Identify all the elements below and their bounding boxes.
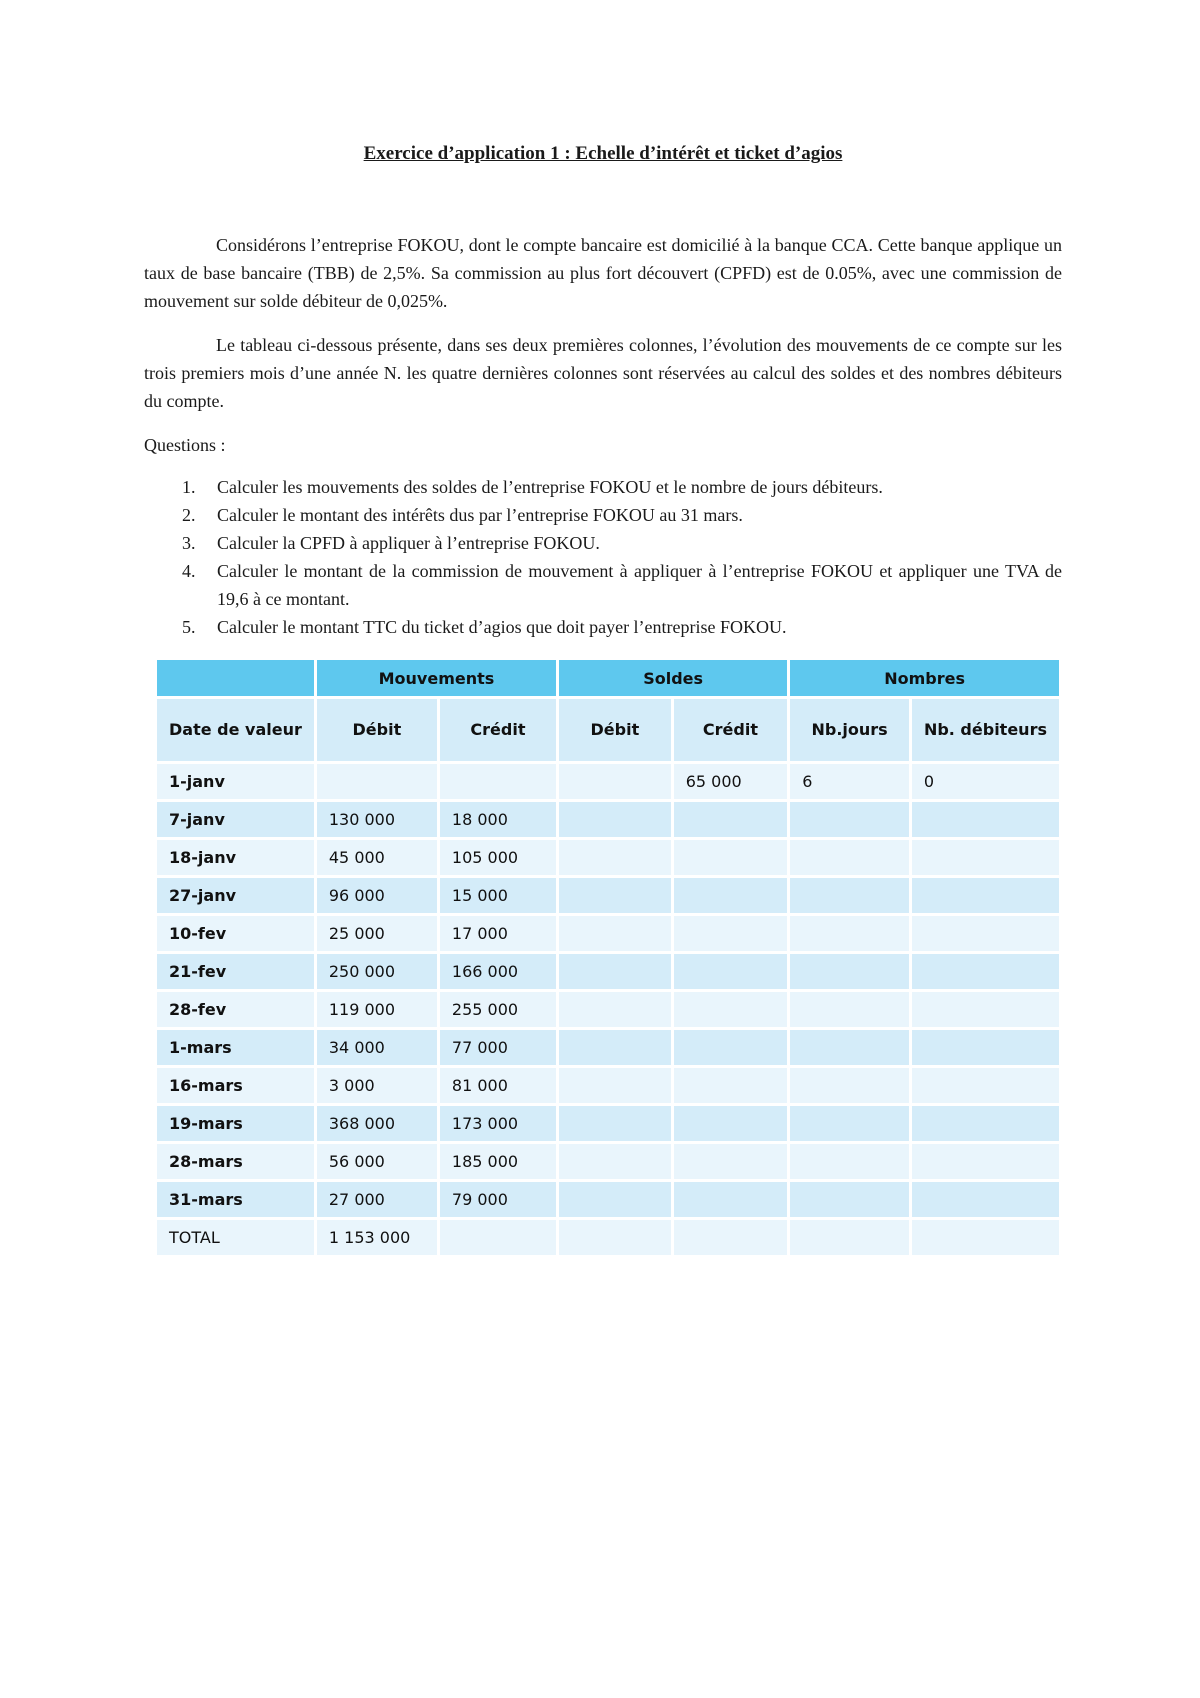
table-row	[156, 953, 1061, 991]
cell-date: 10-fev	[156, 915, 316, 953]
question-number: 2.	[182, 505, 196, 525]
cell-date: 27-janv	[156, 877, 316, 915]
cell-mouvements-debit: 96 000	[315, 877, 438, 915]
cell-nb-jours	[789, 801, 911, 839]
table-description-paragraph: Le tableau ci-dessous présente, dans ses deux premières colonnes, l’évolution des mouvements de ce compte sur les trois premiers mois d’une année N. les quatre dernières colonnes sont réservées au calcul des soldes et des nombres débiteurs du compte.	[144, 335, 1062, 411]
table-row	[156, 1029, 1061, 1067]
cell-mouvements-credit: 79 000	[438, 1181, 557, 1219]
table-row	[156, 763, 1061, 801]
cell-mouvements-credit: 173 000	[438, 1105, 557, 1143]
cell-mouvements-debit: 250 000	[315, 953, 438, 991]
cell-soldes-debit	[558, 1143, 673, 1181]
cell-soldes-credit: 65 000	[672, 763, 789, 801]
cell-mouvements-credit: 15 000	[438, 877, 557, 915]
cell-nb-debiteurs	[910, 1181, 1060, 1219]
cell-nb-debiteurs	[910, 991, 1060, 1029]
cell-mouvements-debit: 130 000	[315, 801, 438, 839]
cell-soldes-credit	[672, 1067, 789, 1105]
cell-soldes-credit	[672, 839, 789, 877]
cell-nb-debiteurs	[910, 953, 1060, 991]
questions-list	[144, 473, 1062, 641]
group-header-empty	[156, 659, 316, 698]
group-header-soldes: Soldes	[558, 659, 789, 698]
question-number: 4.	[182, 561, 196, 581]
cell-date: 21-fev	[156, 953, 316, 991]
cell-nb-jours: 6	[789, 763, 911, 801]
cell-date: 16-mars	[156, 1067, 316, 1105]
cell-nb-debiteurs	[910, 877, 1060, 915]
group-header-mouvements: Mouvements	[315, 659, 557, 698]
cell-soldes-credit	[672, 1029, 789, 1067]
cell-soldes-debit	[558, 1067, 673, 1105]
table-row	[156, 877, 1061, 915]
total-nb-jours	[789, 1219, 911, 1257]
total-mouvements-debit: 1 153 000	[315, 1219, 438, 1257]
table-row	[156, 1143, 1061, 1181]
group-header-nombres: Nombres	[789, 659, 1061, 698]
cell-soldes-credit	[672, 1105, 789, 1143]
total-row	[156, 1219, 1061, 1257]
cell-nb-jours	[789, 1181, 911, 1219]
table-row	[156, 1105, 1061, 1143]
cell-nb-debiteurs	[910, 1067, 1060, 1105]
total-soldes-credit	[672, 1219, 789, 1257]
question-text: Calculer le montant des intérêts dus par l’entreprise FOKOU au 31 mars.	[217, 505, 743, 525]
cell-nb-debiteurs	[910, 801, 1060, 839]
total-label: TOTAL	[156, 1219, 316, 1257]
cell-soldes-debit	[558, 991, 673, 1029]
cell-soldes-debit	[558, 1105, 673, 1143]
cell-soldes-debit	[558, 1181, 673, 1219]
cell-soldes-credit	[672, 801, 789, 839]
cell-date: 1-mars	[156, 1029, 316, 1067]
total-mouvements-credit	[438, 1219, 557, 1257]
cell-mouvements-debit: 3 000	[315, 1067, 438, 1105]
total-soldes-debit	[558, 1219, 673, 1257]
cell-date: 18-janv	[156, 839, 316, 877]
table-row	[156, 839, 1061, 877]
cell-mouvements-debit: 368 000	[315, 1105, 438, 1143]
cell-mouvements-credit: 255 000	[438, 991, 557, 1029]
table-row	[156, 1067, 1061, 1105]
cell-date: 28-fev	[156, 991, 316, 1029]
question-item	[144, 613, 1062, 641]
cell-mouvements-credit: 17 000	[438, 915, 557, 953]
table-row	[156, 915, 1061, 953]
cell-soldes-debit	[558, 763, 673, 801]
question-item	[144, 529, 1062, 557]
cell-nb-debiteurs	[910, 915, 1060, 953]
cell-nb-jours	[789, 1105, 911, 1143]
cell-mouvements-debit: 27 000	[315, 1181, 438, 1219]
question-item	[144, 473, 1062, 501]
question-text: Calculer les mouvements des soldes de l’entreprise FOKOU et le nombre de jours débiteurs.	[217, 477, 883, 497]
cell-soldes-debit	[558, 1029, 673, 1067]
group-header-row	[156, 659, 1061, 698]
cell-date: 19-mars	[156, 1105, 316, 1143]
cell-mouvements-debit: 119 000	[315, 991, 438, 1029]
question-item	[144, 501, 1062, 529]
cell-soldes-debit	[558, 953, 673, 991]
cell-mouvements-credit: 77 000	[438, 1029, 557, 1067]
table-body	[156, 763, 1061, 1257]
cell-nb-debiteurs	[910, 839, 1060, 877]
cell-nb-jours	[789, 1067, 911, 1105]
cell-nb-debiteurs	[910, 1105, 1060, 1143]
cell-mouvements-debit	[315, 763, 438, 801]
question-item	[144, 557, 1062, 613]
cell-mouvements-credit	[438, 763, 557, 801]
table-row	[156, 1181, 1061, 1219]
question-text: Calculer le montant de la commission de mouvement à appliquer à l’entreprise FOKOU et appliquer une TVA de 19,6 à ce montant.	[217, 561, 1062, 609]
question-number: 3.	[182, 533, 196, 553]
table-row	[156, 801, 1061, 839]
questions-label: Questions :	[144, 435, 226, 455]
column-header-date: Date de valeur	[156, 698, 316, 763]
cell-soldes-credit	[672, 991, 789, 1029]
column-header-soldes-debit: Débit	[558, 698, 673, 763]
cell-soldes-credit	[672, 1143, 789, 1181]
cell-nb-jours	[789, 839, 911, 877]
cell-mouvements-credit: 185 000	[438, 1143, 557, 1181]
cell-soldes-debit	[558, 877, 673, 915]
cell-mouvements-credit: 81 000	[438, 1067, 557, 1105]
cell-nb-jours	[789, 953, 911, 991]
question-text: Calculer la CPFD à appliquer à l’entreprise FOKOU.	[217, 533, 600, 553]
cell-nb-debiteurs	[910, 1143, 1060, 1181]
cell-soldes-credit	[672, 953, 789, 991]
question-number: 1.	[182, 477, 196, 497]
cell-mouvements-debit: 45 000	[315, 839, 438, 877]
document-title: Exercice d’application 1 : Echelle d’intérêt et ticket d’agios	[363, 143, 843, 164]
interest-scale-table	[154, 657, 1062, 1258]
cell-mouvements-debit: 56 000	[315, 1143, 438, 1181]
cell-nb-jours	[789, 1029, 911, 1067]
cell-soldes-credit	[672, 915, 789, 953]
cell-date: 31-mars	[156, 1181, 316, 1219]
cell-mouvements-credit: 105 000	[438, 839, 557, 877]
cell-nb-debiteurs	[910, 1029, 1060, 1067]
total-nb-debiteurs	[910, 1219, 1060, 1257]
cell-soldes-credit	[672, 1181, 789, 1219]
column-header-mouvements-debit: Débit	[315, 698, 438, 763]
cell-nb-debiteurs: 0	[910, 763, 1060, 801]
cell-date: 7-janv	[156, 801, 316, 839]
cell-mouvements-credit: 166 000	[438, 953, 557, 991]
cell-nb-jours	[789, 1143, 911, 1181]
cell-nb-jours	[789, 877, 911, 915]
cell-mouvements-credit: 18 000	[438, 801, 557, 839]
table-row	[156, 991, 1061, 1029]
cell-soldes-debit	[558, 839, 673, 877]
cell-soldes-debit	[558, 801, 673, 839]
cell-nb-jours	[789, 991, 911, 1029]
cell-soldes-debit	[558, 915, 673, 953]
question-number: 5.	[182, 617, 196, 637]
question-text: Calculer le montant TTC du ticket d’agios que doit payer l’entreprise FOKOU.	[217, 617, 787, 637]
cell-date: 1-janv	[156, 763, 316, 801]
cell-date: 28-mars	[156, 1143, 316, 1181]
column-header-soldes-credit: Crédit	[672, 698, 789, 763]
cell-mouvements-debit: 25 000	[315, 915, 438, 953]
column-header-mouvements-credit: Crédit	[438, 698, 557, 763]
intro-paragraph: Considérons l’entreprise FOKOU, dont le compte bancaire est domicilié à la banque CCA. Cette banque applique un taux de base bancaire (TBB) de 2,5%. Sa commission au plus fort découvert (CPFD) est de 0.05%, avec une commission de mouvement sur solde débiteur de 0,025%.	[144, 235, 1062, 311]
cell-mouvements-debit: 34 000	[315, 1029, 438, 1067]
column-header-nb-jours: Nb.jours	[789, 698, 911, 763]
column-header-nb-debiteurs: Nb. débiteurs	[910, 698, 1060, 763]
cell-soldes-credit	[672, 877, 789, 915]
cell-nb-jours	[789, 915, 911, 953]
column-header-row	[156, 698, 1061, 763]
